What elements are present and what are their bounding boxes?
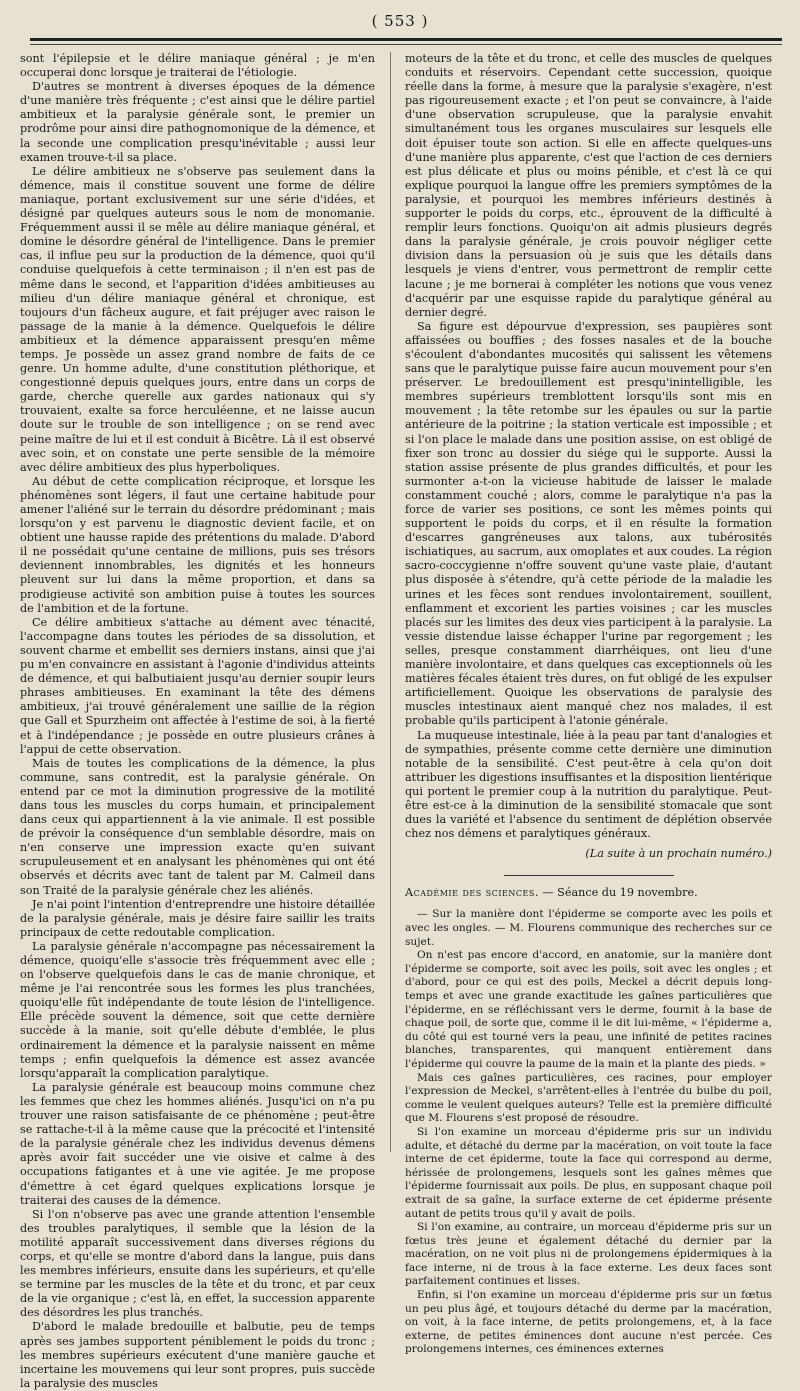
section-title-session: — Séance du 19 novembre. — [538, 886, 698, 900]
paragraph: Si l'on n'observe pas avec une grande attention l'ensemble des troubles paralytiques, il semble que la lésion de la motilité apparaît successivement dans diverses régions du corps, et qu'elle se montre d'abord dans la langue, puis dans les membres inférieurs, ensuite dans les supérieurs, et qu'elle se termine par les muscles de la tête et du tronc, et par ceux de la vie organique ; c'est là, en effet, la succession apparente des désordres les plus tranchés. — [20, 1207, 375, 1320]
paragraph: Si l'on examine un morceau d'épiderme pris sur un individu adulte, et détaché du derme par la macération, on voit toute la face interne de cet épiderme, toute la face qui correspond au derme, hérissée de prolongemens, lesquels sont les gaînes mêmes que l'épiderme fournissait aux poils. De plus, en supposant chaque poil extrait de sa gaîne, la surface externe de cet épiderme présente autant de petits trous qu'il y avait de poils. — [405, 1125, 772, 1220]
paragraph: Mais ces gaînes particulières, ces racines, pour employer l'expression de Meckel, s'arrêtent-elles à l'entrée du bulbe du poil, comme le veulent quelques auteurs? Telle est la première difficulté que M. Flourens s'est proposé de résoudre. — [405, 1071, 772, 1125]
section-separator — [504, 875, 674, 876]
paragraph: moteurs de la tête et du tronc, et celle des muscles de quelques conduits et réservoirs. Cependant cette succession, quoique réelle dans la forme, à mesure que la paralysie s'exagère, n'est pas rigoureusement exacte ; et l'on peut se convaincre, à l'aide d'une observation scrupuleuse, que la paralysie envahit simultanément tous les organes musculaires sur lesquels elle doit épuiser toute son action. Si elle en affecte quelques-uns d'une manière plus apparente, c'est que l'action de ces derniers est plus délicate et plus ou moins pénible, et c'est là ce qui explique pourquoi la langue offre les premiers symptômes de la paralysie, et pourquoi les membres inférieurs destinés à supporter le poids du corps, etc., éprouvent de la difficulté à remplir leurs fonctions. Quoiqu'on ait admis plusieurs degrés dans la paralysie générale, je crois pouvoir négliger cette division dans la persuasion où je suis que les détails dans lesquels je viens d'entrer, vous permettront de remplir cette lacune ; je me bornerai à compléter les notions que vous venez d'acquérir par une esquisse rapide du paralytique général au dernier degré. — [405, 52, 772, 319]
paragraph: Sa figure est dépourvue d'expression, ses paupières sont affaissées ou bouffies ; des fosses nasales et de la bouche s'écoulent d'abondantes mucosités qui salissent les vêtemens sans que le paralytique puisse faire aucun mouvement pour s'en préserver. Le bredouillement est presqu'inintelligible, les membres supérieurs tremblottent lorsqu'ils sont mis en mouvement ; la tête retombe sur les épaules ou sur la partie antérieure de la poitrine ; la station verticale est impossible ; et si l'on place le malade dans une position assise, on est obligé de fixer son tronc au dossier du siége qui le supporte. Aussi la station assise présente de plus grandes difficultés, et pour les surmonter a-t-on la vicieuse habitude de laisser le malade constamment couché ; alors, comme le paralytique n'a pas la force de varier ses positions, ce sont les mêmes points qui supportent le poids du corps, et il en résulte la formation d'escarres gangréneuses aux talons, aux tubérosités ischiatiques, au sacrum, aux omoplates et aux coudes. La région sacro-coccygienne n'offre souvent qu'une vaste plaie, d'autant plus disposée à s'étendre, qu'à cette période de la maladie les urines et les fèces sont rendues involontairement, souillent, enflamment et excorient les parties voisines ; car les muscles placés sur les limites des deux vies participent à la paralysie. La vessie distendue laisse échapper l'urine par regorgement ; les selles, presque constamment diarrhéiques, ont lieu d'une manière involontaire, et dans quelques cas exceptionnels où les matières fécales étaient très dures, on fut obligé de les expulser artificiellement. Quoique les observations de paralysie des muscles intestinaux aient manqué chez nos malades, il est probable qu'ils participent à l'atonie générale. — [405, 319, 772, 728]
paragraph: Mais de toutes les complications de la démence, la plus commune, sans contredit, est la paralysie générale. On entend par ce mot la diminution progressive de la motilité dans tous les muscles du corps humain, et principalement dans ceux qui appartiennent à la vie animale. Il est possible de prévoir la conséquence d'un semblable désordre, mais on n'en conserve une impression exacte qu'en suivant scrupuleusement et en analysant les phénomènes qui ont été observés et décrits avec tant de talent par M. Calmeil dans son Traité de la paralysie générale chez les aliénés. — [20, 756, 375, 897]
section-title-academy: Académie des sciences. — [405, 886, 539, 900]
paragraph: — Sur la manière dont l'épiderme se comporte avec les poils et avec les ongles. — M. Flourens communique des recherches sur ce sujet. — [405, 908, 772, 948]
page-number: ( 553 ) — [371, 12, 429, 30]
left-column — [20, 52, 375, 1390]
paragraph: Le délire ambitieux ne s'observe pas seulement dans la démence, mais il constitue souvent une forme de délire maniaque, portant exclusivement sur une série d'idées, et désigné par quelques auteurs sous le nom de monomanie. Fréquemment aussi il se mêle au délire maniaque général, et domine le désordre général de l'intelligence. Dans le premier cas, il influe peu sur la production de la démence, quoi qu'il conduise quelquefois à cette terminaison ; il n'en est pas de même dans le second, et l'apparition d'idées ambitieuses au milieu d'un délire maniaque général et chronique, est toujours d'un fâcheux augure, et fait préjuger avec raison le passage de la manie à la démence. Quelquefois le délire ambitieux et la démence apparaissent presqu'en même temps. Je possède un assez grand nombre de faits de ce genre. Un homme adulte, d'une constitution pléthorique, et congestionné depuis quelques jours, entre dans un corps de garde, cherche querelle aux gardes nationaux qui s'y trouvaient, exalte sa force herculéenne, et ne laisse aucun doute sur le trouble de son intelligence ; on se rend avec peine maître de lui et il est conduit à Bicêtre. Là il est observé avec soin, et on constate une perte sensible de la mémoire avec délire ambitieux des plus hyperboliques. — [20, 164, 375, 474]
right-column — [405, 52, 772, 1356]
paragraph: On n'est pas encore d'accord, en anatomie, sur la manière dont l'épiderme se comporte, soit avec les poils, soit avec les ongles ; et d'abord, pour ce qui est des poils, Meckel a décrit depuis long-temps et avec une grande exactitude les gaînes particulières que l'épiderme, en se réfléchissant vers le derme, fournit à la base de chaque poil, de sorte que, comme il le dit lui-même, « l'épiderme a, du côté qui est tourné vers la peau, une infinité de petites racines blanches, transparentes, qui manquent entièrement dans l'épiderme qui couvre la paume de la main et la plante des pieds. » — [405, 949, 772, 1070]
section-title — [405, 886, 772, 900]
paragraph: La paralysie générale est beaucoup moins commune chez les femmes que chez les hommes aliénés. Jusqu'ici on n'a pu trouver une raison satisfaisante de ce phénomène ; peut-être se rattache-t-il à la même cause que la précocité et l'intensité de la paralysie générale chez les individus devenus démens après avoir fait succéder une vie oisive et calme à des occupations fatigantes et à une vie agitée. Je me propose d'émettre à cet égard quelques explications lorsque je traiterai des causes de la démence. — [20, 1080, 375, 1207]
continuation-note: (La suite à un prochain numéro.) — [585, 847, 772, 861]
paragraph: sont l'épilepsie et le délire maniaque général ; je m'en occuperai donc lorsque je traiterai de l'étiologie. — [20, 52, 375, 80]
paragraph: La paralysie générale n'accompagne pas nécessairement la démence, quoiqu'elle s'associe très fréquemment avec elle ; on l'observe quelquefois dans le cas de manie chronique, et même je l'ai rencontrée sous les formes les plus tranchées, quoiqu'elle fût indépendante de toute lésion de l'intelligence. Elle précède souvent la démence, soit que cette dernière succède à la manie, soit qu'elle débute d'emblée, le plus ordinairement la démence et la paralysie naissent en même temps ; enfin quelquefois la démence est assez avancée lorsqu'apparaît la complication paralytique. — [20, 939, 375, 1080]
header-rule — [30, 38, 782, 41]
paragraph: Ce délire ambitieux s'attache au dément avec ténacité, l'accompagne dans toutes les périodes de sa dissolution, et souvent charme et embellit ses derniers instans, ainsi que j'ai pu m'en convaincre en assistant à l'agonie d'individus atteints de démence, et qui balbutiaient jusqu'au dernier soupir leurs phrases ambitieuses. En examinant la tête des démens ambitieux, j'ai trouvé généralement une saillie de la région que Gall et Spurzheim ont affectée à l'estime de soi, à la fierté et à l'indépendance ; je possède en outre plusieurs crânes à l'appui de cette observation. — [20, 615, 375, 756]
paragraph: La muqueuse intestinale, liée à la peau par tant d'analogies et de sympathies, présente comme cette dernière une diminution notable de la sensibilité. C'est peut-être à cela qu'on doit attribuer les digestions insuffisantes et la disposition lientérique qui portent le premier coup à la nutrition du paralytique. Peut-être est-ce à la diminution de la sensibilité stomacale que sont dues la variété et l'absence du sentiment de déplétion observée chez nos démens et paralytiques généraux. — [405, 728, 772, 841]
column-divider — [390, 52, 391, 1152]
header-rule-thin — [30, 44, 782, 45]
paragraph: Si l'on examine, au contraire, un morceau d'épiderme pris sur un fœtus très jeune et également détaché du dernier par la macération, on ne voit plus ni de prolongemens épidermiques à la face interne, ni de trous à la face externe. Les deux faces sont parfaitement continues et lisses. — [405, 1221, 772, 1288]
paragraph: Au début de cette complication réciproque, et lorsque les phénomènes sont légers, il faut une certaine habitude pour amener l'aliéné sur le terrain du désordre prédominant ; mais lorsqu'on y est parvenu le diagnostic devient facile, et on obtient une hausse rapide des prétentions du malade. D'abord il ne possédait qu'une centaine de millions, puis ses trésors deviennent innombrables, les dignités et les honneurs pleuvent sur lui dans la même proportion, et dans sa prodigieuse activité son ambition puise à toutes les sources de l'ambition et de la fortune. — [20, 474, 375, 615]
paragraph: Enfin, si l'on examine un morceau d'épiderme pris sur un fœtus un peu plus âgé, et toujours détaché du derme par la macération, on voit, à la face interne, de petits prolongemens, et, à la face externe, de petites éminences dont aucune n'est percée. Ces prolongemens internes, ces éminences externes — [405, 1289, 772, 1356]
paragraph: D'autres se montrent à diverses époques de la démence d'une manière très fréquente ; c'est ainsi que le délire partiel ambitieux et la paralysie générale sont, le premier un prodrôme pour ainsi dire pathognomonique de la démence, et la seconde une complication presqu'inévitable ; aussi leur examen trouve-t-il sa place. — [20, 80, 375, 164]
paragraph: D'abord le malade bredouille et balbutie, peu de temps après ses jambes supportent péniblement le poids du tronc ; les membres supérieurs exécutent d'une manière gauche et incertaine les mouvemens qui leur sont propres, puis succède la paralysie des muscles — [20, 1320, 375, 1390]
paragraph: Je n'ai point l'intention d'entreprendre une histoire détaillée de la paralysie générale, mais je désire faire saillir les traits principaux de cette redoutable complication. — [20, 897, 375, 939]
